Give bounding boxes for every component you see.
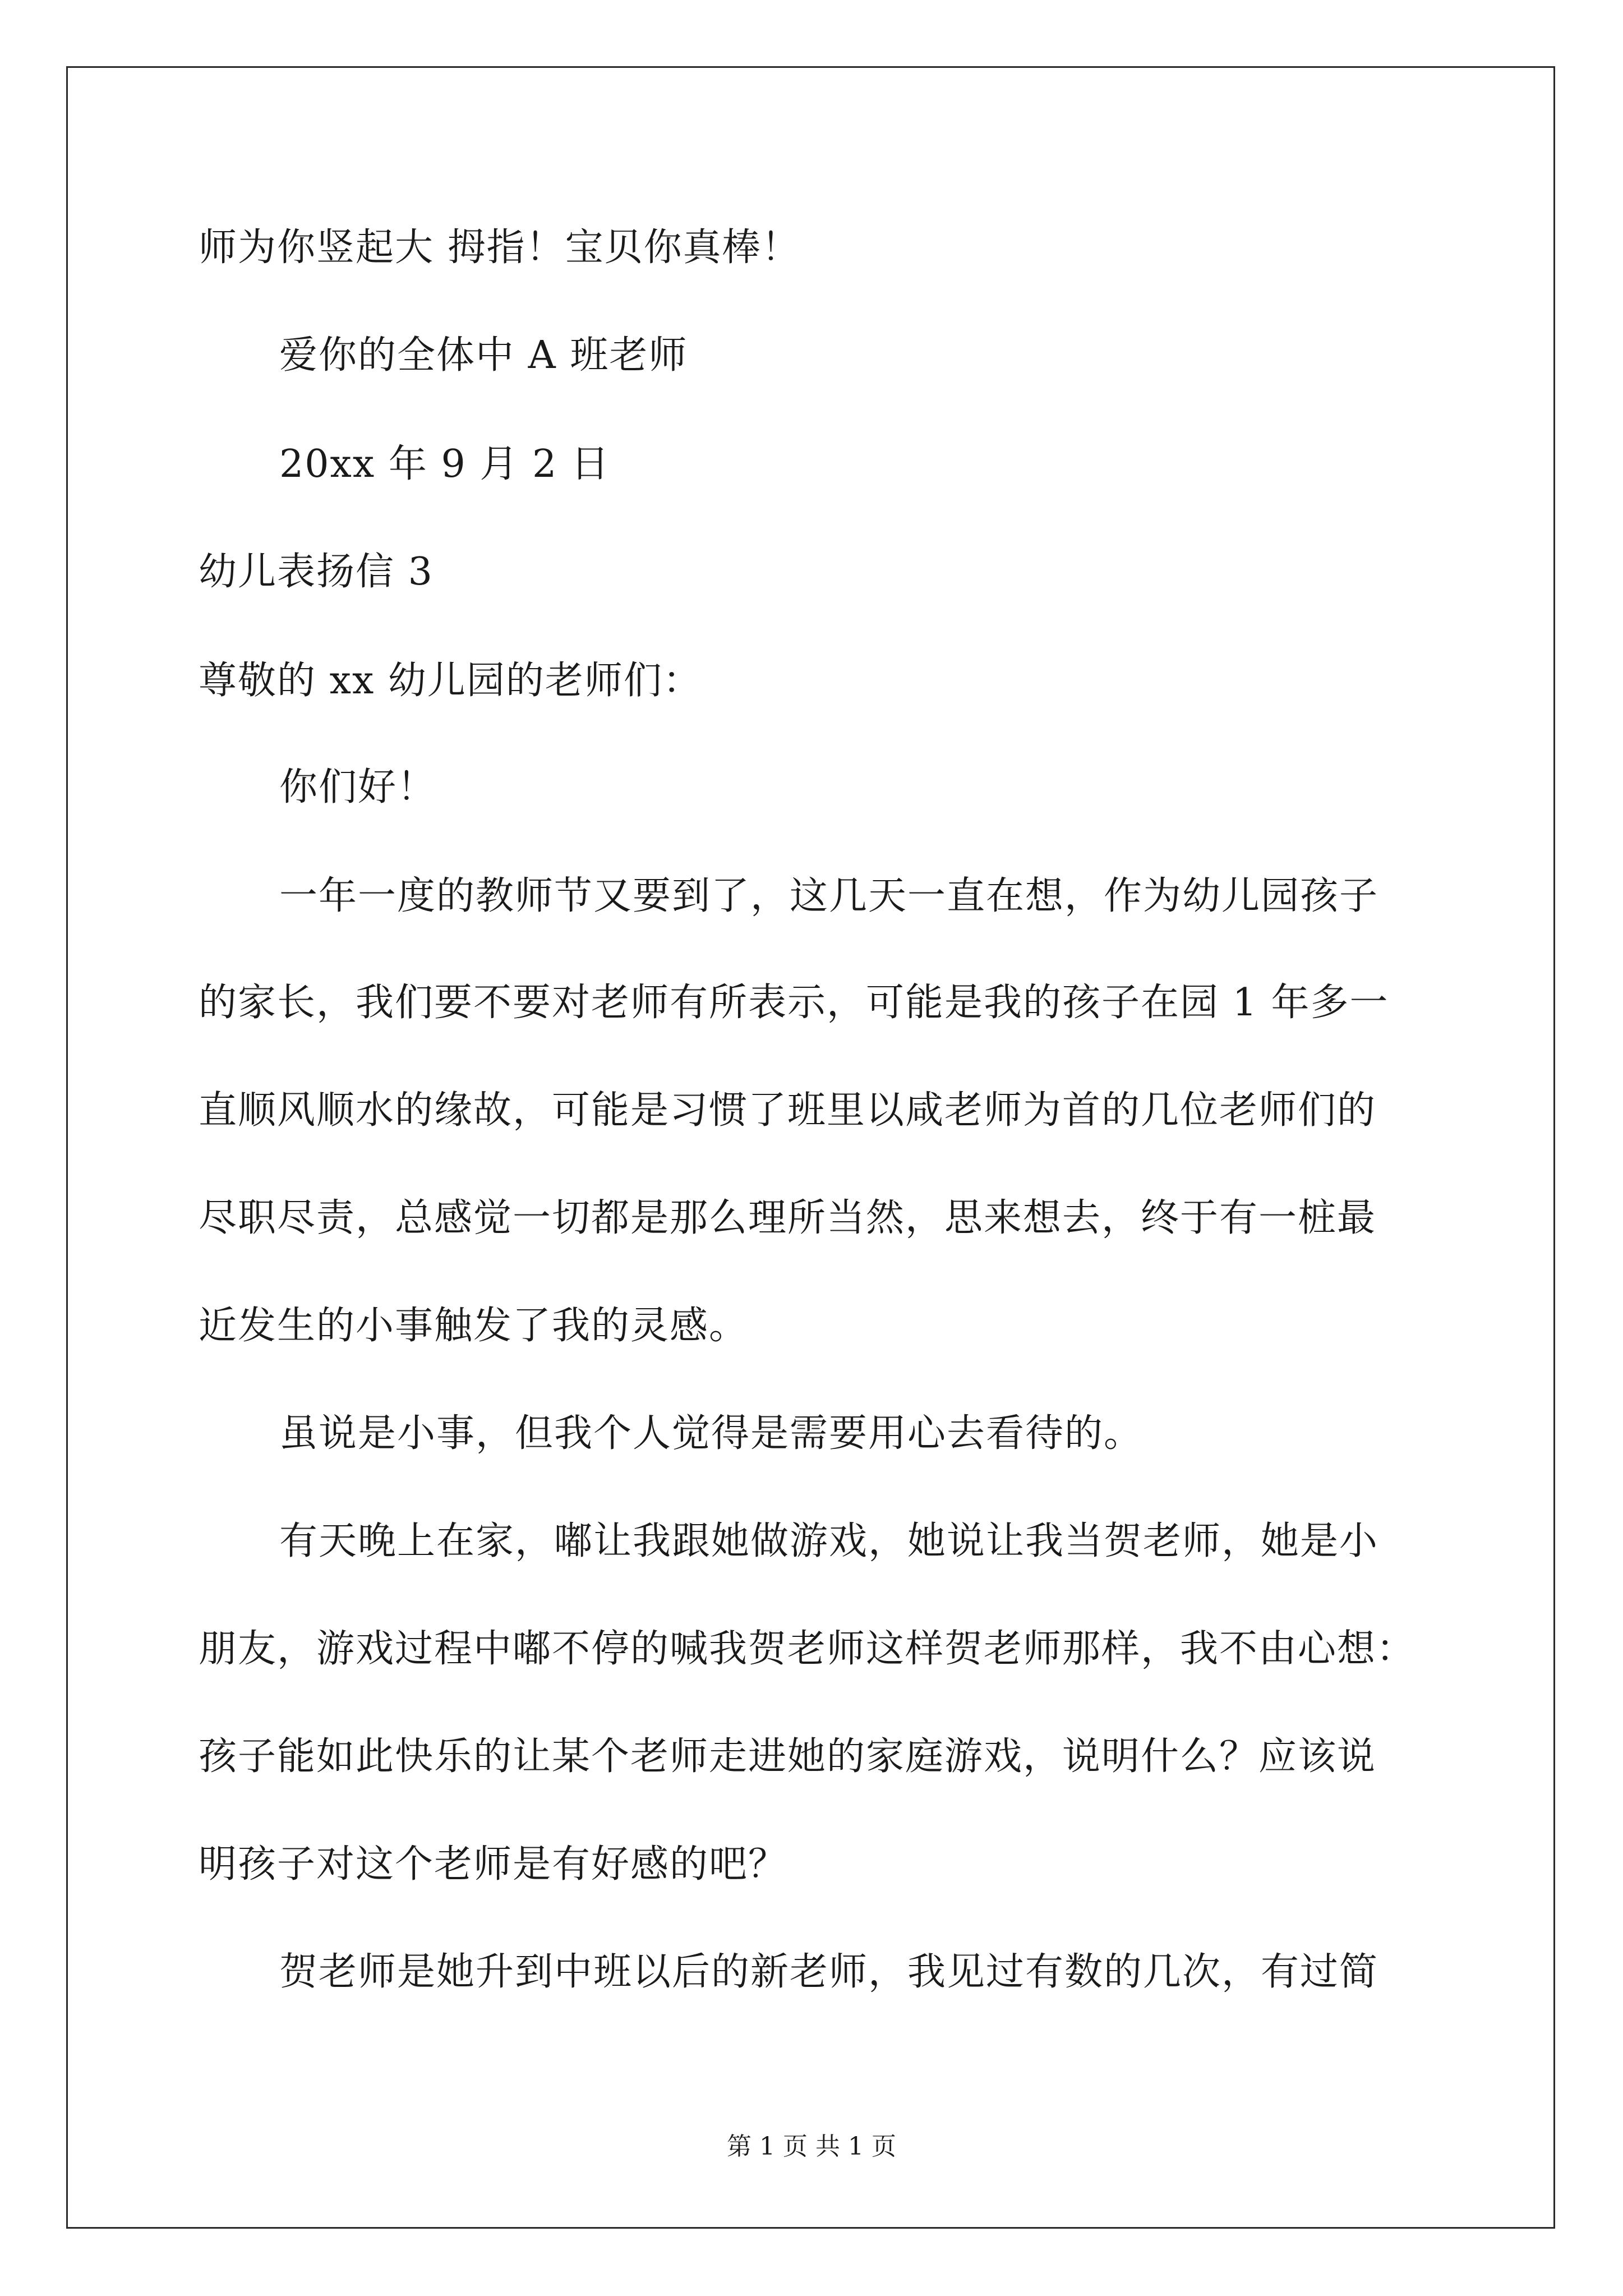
signature-line: 爱你的全体中 A 班老师 <box>279 333 688 378</box>
text-line: 师为你竖起大 拇指！宝贝你真棒！ <box>199 226 801 270</box>
paragraph-line: 的家长，我们要不要对老师有所表示，可能是我的孩子在园 1 年多一 <box>199 981 1389 1025</box>
page-border <box>66 66 1555 2229</box>
paragraph-line: 一年一度的教师节又要到了，这几天一直在想，作为幼儿园孩子 <box>279 874 1379 918</box>
date-line: 20xx 年 9 月 2 日 <box>279 442 610 486</box>
paragraph-line: 孩子能如此快乐的让某个老师走进她的家庭游戏，说明什么？应该说 <box>199 1734 1377 1779</box>
page-footer: 第 1 页 共 1 页 <box>727 2132 896 2161</box>
paragraph-line: 近发生的小事触发了我的灵感。 <box>199 1304 749 1348</box>
salutation: 尊敬的 xx 幼儿园的老师们： <box>199 659 702 703</box>
paragraph-line: 朋友，游戏过程中嘟不停的喊我贺老师这样贺老师那样，我不由心想： <box>199 1627 1416 1671</box>
paragraph-line: 尽职尽责，总感觉一切都是那么理所当然，思来想去，终于有一桩最 <box>199 1196 1377 1240</box>
paragraph-line: 明孩子对这个老师是有好感的吧？ <box>199 1842 788 1887</box>
greeting: 你们好！ <box>279 765 437 809</box>
paragraph-line: 有天晚上在家，嘟让我跟她做游戏，她说让我当贺老师，她是小 <box>279 1519 1379 1563</box>
paragraph-line: 贺老师是她升到中班以后的新老师，我见过有数的几次，有过简 <box>279 1950 1379 1994</box>
paragraph-line: 直顺风顺水的缘故，可能是习惯了班里以咸老师为首的几位老师们的 <box>199 1088 1377 1133</box>
paragraph-line: 虽说是小事，但我个人觉得是需要用心去看待的。 <box>279 1411 1144 1456</box>
section-heading: 幼儿表扬信 3 <box>199 550 434 594</box>
